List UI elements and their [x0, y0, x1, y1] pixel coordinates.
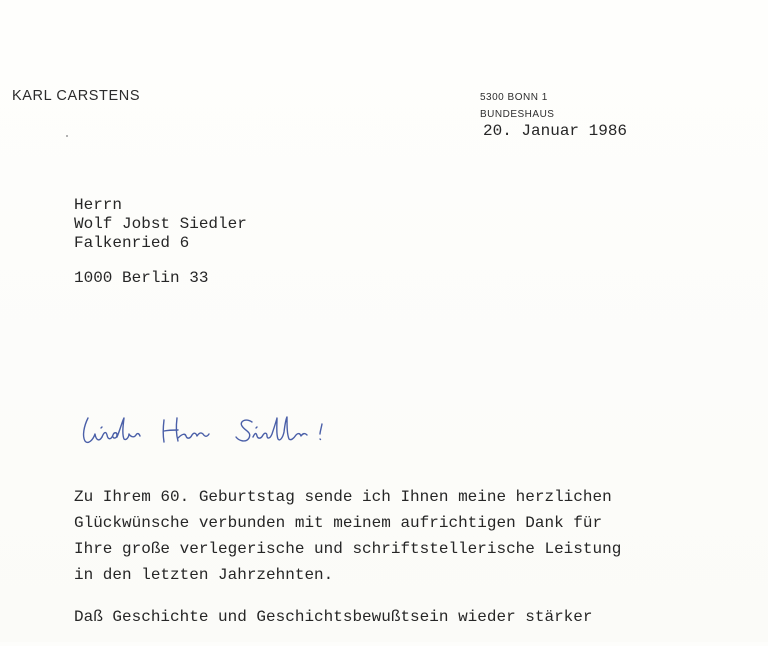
recipient-street: Falkenried 6 — [74, 234, 190, 252]
body-paragraph-1 — [74, 484, 621, 588]
recipient-city: 1000 Berlin 33 — [74, 269, 209, 287]
body-paragraph-2 — [74, 604, 621, 630]
body-line: Ihre große verlegerische und schriftstellerische Leistung — [74, 540, 622, 558]
body-line: Zu Ihrem 60. Geburtstag sende ich Ihnen meine herzlichen — [74, 488, 612, 506]
body-line: Glückwünsche verbunden mit meinem aufrichtigen Dank für — [74, 514, 603, 532]
body-line: in den letzten Jahrzehnten. — [74, 566, 334, 584]
letter-body — [74, 484, 621, 646]
handwritten-salutation — [76, 404, 376, 454]
recipient-name: Wolf Jobst Siedler — [74, 215, 247, 233]
recipient-salutation-line: Herrn — [74, 196, 123, 214]
letterhead-address — [480, 89, 554, 123]
letterhead-address-line2: BUNDESHAUS — [480, 109, 555, 120]
body-line: Daß Geschichte und Geschichtsbewußtsein wieder stärker — [74, 608, 593, 626]
letter-date: 20. Januar 1986 — [483, 122, 628, 140]
letterhead-sender-name: KARL CARSTENS — [12, 88, 141, 104]
recipient-address-block — [74, 196, 247, 288]
letterhead-address-line1: 5300 BONN 1 — [480, 92, 548, 103]
paper-speck — [66, 135, 68, 137]
